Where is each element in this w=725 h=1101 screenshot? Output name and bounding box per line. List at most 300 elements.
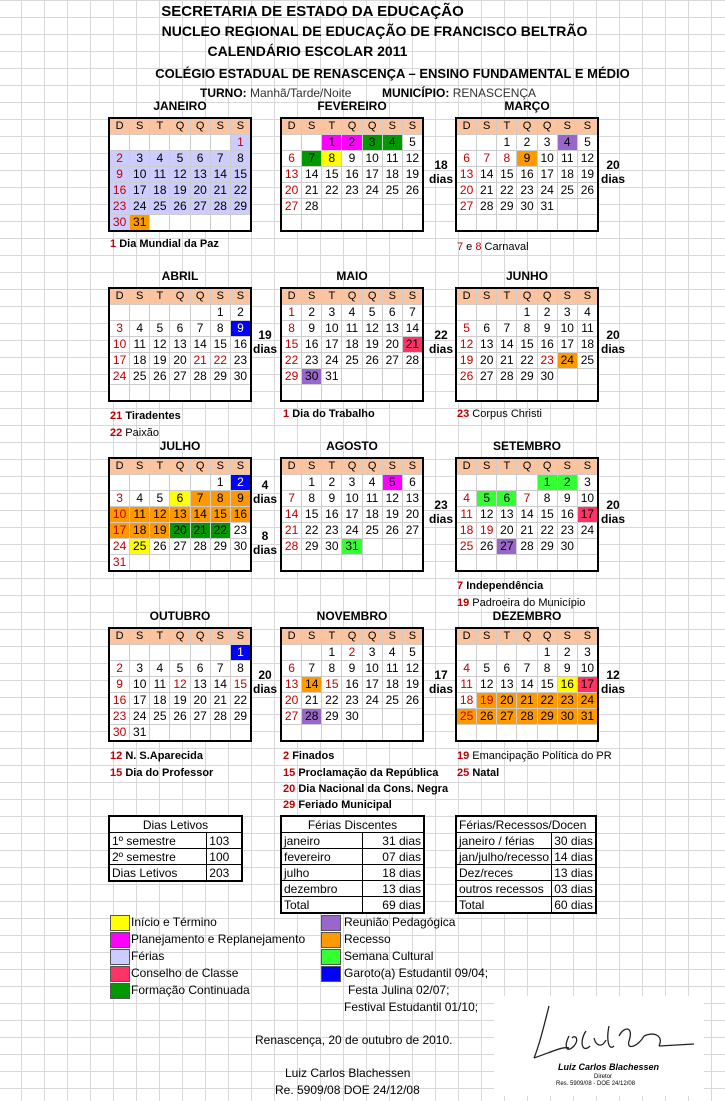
day-cell (322, 725, 342, 742)
day-cell (150, 305, 170, 321)
day-cell: 26 (170, 199, 190, 215)
day-cell (557, 199, 577, 215)
day-cell: 3 (322, 305, 342, 321)
day-cell: 17 (557, 337, 577, 353)
day-cell (130, 645, 150, 661)
day-cell: 29 (322, 709, 342, 725)
day-cell: 17 (362, 677, 382, 693)
day-cell: 19 (170, 693, 190, 709)
weekday-header: Q (537, 288, 557, 305)
day-cell: 3 (130, 151, 150, 167)
weekday-header: T (497, 628, 517, 645)
day-cell: 5 (402, 645, 423, 661)
day-cell: 2 (230, 305, 251, 321)
day-cell (322, 555, 342, 572)
fdoc-label: janeiro / férias (456, 833, 552, 849)
day-cell: 11 (362, 491, 382, 507)
day-cell: 21 (477, 183, 497, 199)
weekday-header: D (281, 288, 302, 305)
day-cell (230, 725, 251, 742)
day-cell: 25 (382, 693, 402, 709)
day-cell: 3 (130, 661, 150, 677)
day-cell: 25 (456, 539, 477, 555)
month-2 (280, 99, 424, 232)
day-cell: 8 (322, 151, 342, 167)
place-date: Renascença, 20 de outubro de 2010. (255, 1033, 453, 1047)
day-cell: 26 (577, 183, 598, 199)
day-cell: 19 (402, 677, 423, 693)
day-cell: 25 (557, 183, 577, 199)
day-cell (302, 135, 322, 151)
day-cell (537, 555, 557, 572)
day-cell: 15 (322, 167, 342, 183)
day-cell: 21 (210, 183, 230, 199)
day-cell: 11 (456, 677, 477, 693)
day-cell: 16 (557, 677, 577, 693)
day-cell: 13 (402, 491, 423, 507)
note-set: 7 Independência (457, 580, 544, 592)
day-cell: 5 (402, 135, 423, 151)
weekday-header: S (382, 458, 402, 475)
day-cell: 2 (302, 305, 322, 321)
day-cell: 3 (342, 475, 362, 491)
day-cell: 4 (130, 321, 150, 337)
legend-swatch (110, 983, 130, 999)
day-cell: 22 (537, 693, 557, 709)
day-cell (109, 645, 130, 661)
day-cell (537, 215, 557, 232)
day-cell: 29 (230, 709, 251, 725)
day-cell: 7 (302, 661, 322, 677)
note-jan: 1 Dia Mundial da Paz (110, 238, 219, 250)
day-cell: 1 (230, 135, 251, 151)
day-cell: 17 (362, 167, 382, 183)
day-cell: 30 (537, 369, 557, 385)
day-cell: 30 (322, 539, 342, 555)
day-cell: 6 (382, 305, 402, 321)
day-cell: 15 (302, 507, 322, 523)
day-cell: 27 (281, 709, 302, 725)
day-cell (281, 135, 302, 151)
day-cell (322, 199, 342, 215)
day-cell (362, 725, 382, 742)
day-cell: 16 (230, 337, 251, 353)
day-cell: 23 (109, 199, 130, 215)
day-cell: 22 (230, 183, 251, 199)
weekday-header: Q (190, 458, 210, 475)
day-cell: 11 (342, 321, 362, 337)
day-cell: 24 (130, 709, 150, 725)
weekday-header: T (322, 288, 342, 305)
day-cell: 16 (302, 337, 322, 353)
day-cell (402, 709, 423, 725)
day-cell (230, 555, 251, 572)
weekday-header: S (130, 288, 150, 305)
day-cell: 10 (537, 151, 557, 167)
day-cell: 2 (557, 645, 577, 661)
day-cell (170, 555, 190, 572)
day-cell: 29 (230, 199, 251, 215)
note-set: 19 Padroeira do Município (457, 597, 586, 609)
day-cell: 18 (456, 523, 477, 539)
day-cell: 23 (230, 353, 251, 369)
school-days-count: 20 dias (600, 158, 625, 186)
day-cell (170, 135, 190, 151)
day-cell: 25 (456, 709, 477, 725)
day-cell (210, 555, 230, 572)
weekday-header: Q (362, 458, 382, 475)
day-cell: 29 (281, 369, 302, 385)
day-cell: 9 (537, 321, 557, 337)
ferias-discentes-title: Férias Discentes (281, 816, 424, 833)
day-cell: 17 (342, 507, 362, 523)
note-carnaval: 7 e 8 Carnaval (457, 241, 529, 253)
dl-label: 2º semestre (109, 849, 207, 865)
day-cell: 5 (362, 305, 382, 321)
day-cell (130, 305, 150, 321)
day-cell (497, 555, 517, 572)
fd-label: Total (281, 897, 363, 914)
day-cell: 14 (497, 337, 517, 353)
weekday-header: S (382, 288, 402, 305)
day-cell: 12 (362, 321, 382, 337)
day-cell (456, 305, 477, 321)
note-out: 15 Dia do Professor (110, 767, 214, 779)
day-cell: 4 (150, 661, 170, 677)
day-cell: 28 (281, 539, 302, 555)
day-cell (170, 215, 190, 232)
day-cell: 10 (362, 151, 382, 167)
day-cell (342, 369, 362, 385)
day-cell: 23 (557, 693, 577, 709)
weekday-header: S (382, 118, 402, 135)
note-jun: 23 Corpus Christi (457, 408, 542, 420)
day-cell: 30 (109, 215, 130, 232)
day-cell: 21 (402, 337, 423, 353)
day-cell (577, 385, 598, 402)
day-cell (497, 215, 517, 232)
day-cell: 1 (210, 475, 230, 491)
day-cell (130, 475, 150, 491)
stamp-resolution: Res. 5909/08 - DOE 24/12/08 (556, 1081, 636, 1087)
day-cell (150, 135, 170, 151)
day-cell (302, 645, 322, 661)
day-cell: 20 (382, 337, 402, 353)
day-cell (477, 215, 497, 232)
month-table (280, 627, 424, 742)
day-cell: 27 (382, 353, 402, 369)
legend-label: Garoto(a) Estudantil 09/04; (344, 966, 489, 980)
weekday-header: S (302, 628, 322, 645)
fd-value: 07 dias (363, 849, 424, 865)
day-cell: 15 (210, 507, 230, 523)
day-cell: 8 (517, 321, 537, 337)
day-cell: 30 (230, 539, 251, 555)
day-cell: 13 (382, 321, 402, 337)
day-cell (456, 135, 477, 151)
day-cell: 20 (456, 183, 477, 199)
day-cell: 23 (230, 523, 251, 539)
weekday-header: S (210, 288, 230, 305)
school-days-count: 12 dias (600, 668, 625, 696)
note-dez: 19 Emancipação Política do PR (457, 750, 612, 762)
day-cell (577, 199, 598, 215)
day-cell: 31 (130, 725, 150, 742)
ferias-docentes-table (455, 815, 597, 914)
day-cell: 5 (150, 491, 170, 507)
day-cell: 11 (130, 337, 150, 353)
day-cell (402, 385, 423, 402)
day-cell: 6 (281, 661, 302, 677)
month-table (455, 627, 599, 742)
day-cell: 9 (342, 661, 362, 677)
day-cell: 16 (557, 507, 577, 523)
day-cell: 27 (190, 199, 210, 215)
day-cell (362, 199, 382, 215)
weekday-header: Q (170, 118, 190, 135)
day-cell: 8 (210, 321, 230, 337)
weekday-header: S (402, 628, 423, 645)
day-cell: 15 (517, 337, 537, 353)
legend-label: Reunião Pedagógica (344, 915, 456, 929)
day-cell (322, 385, 342, 402)
weekday-header: D (456, 458, 477, 475)
day-cell (477, 725, 497, 742)
day-cell: 21 (190, 523, 210, 539)
weekday-header: Q (517, 458, 537, 475)
day-cell (402, 725, 423, 742)
school-days-count: 17 dias (428, 668, 453, 696)
day-cell (302, 725, 322, 742)
month-5 (280, 269, 424, 402)
day-cell (557, 385, 577, 402)
day-cell: 4 (456, 661, 477, 677)
month-name: JUNHO (505, 269, 548, 283)
day-cell: 16 (537, 337, 557, 353)
day-cell: 7 (190, 491, 210, 507)
stamp-name: Luiz Carlos Blachessen (558, 1062, 660, 1072)
day-cell: 24 (109, 539, 130, 555)
day-cell: 19 (477, 693, 497, 709)
day-cell (342, 725, 362, 742)
weekday-header: S (230, 288, 251, 305)
legend-label: Recesso (344, 932, 391, 946)
day-cell: 16 (322, 507, 342, 523)
day-cell: 19 (170, 183, 190, 199)
day-cell: 21 (281, 523, 302, 539)
weekday-header: Q (537, 118, 557, 135)
day-cell (456, 215, 477, 232)
day-cell (190, 645, 210, 661)
note-nov: 2 Finados (283, 750, 335, 762)
day-cell (130, 555, 150, 572)
day-cell: 19 (362, 337, 382, 353)
day-cell (517, 725, 537, 742)
day-cell: 9 (109, 677, 130, 693)
day-cell: 4 (342, 305, 362, 321)
weekday-header: Q (342, 458, 362, 475)
day-cell: 14 (517, 677, 537, 693)
day-cell: 21 (517, 523, 537, 539)
day-cell: 3 (577, 645, 598, 661)
day-cell: 25 (130, 539, 150, 555)
day-cell: 31 (322, 369, 342, 385)
day-cell (477, 645, 497, 661)
day-cell: 18 (130, 353, 150, 369)
day-cell: 22 (302, 523, 322, 539)
day-cell: 26 (456, 369, 477, 385)
day-cell: 28 (497, 369, 517, 385)
day-cell: 16 (230, 507, 251, 523)
weekday-header: Q (342, 628, 362, 645)
day-cell (402, 539, 423, 555)
day-cell: 16 (109, 183, 130, 199)
day-cell: 12 (402, 151, 423, 167)
weekday-header: D (456, 628, 477, 645)
month-table (455, 457, 599, 572)
day-cell: 4 (382, 135, 402, 151)
day-cell: 12 (170, 167, 190, 183)
day-cell: 1 (537, 645, 557, 661)
day-cell: 12 (456, 337, 477, 353)
day-cell: 9 (302, 321, 322, 337)
day-cell: 11 (382, 151, 402, 167)
day-cell: 13 (281, 167, 302, 183)
legend-label: Início e Término (131, 915, 217, 929)
day-cell (150, 475, 170, 491)
day-cell: 10 (130, 677, 150, 693)
fdoc-label: outros recessos (456, 881, 552, 897)
day-cell: 22 (322, 693, 342, 709)
day-cell: 15 (210, 337, 230, 353)
day-cell: 22 (210, 353, 230, 369)
day-cell: 7 (190, 321, 210, 337)
day-cell: 18 (382, 677, 402, 693)
title-calendario: CALENDÁRIO ESCOLAR 2011 (207, 43, 408, 59)
day-cell (497, 725, 517, 742)
month-name: NOVEMBRO (316, 609, 388, 623)
month-name: ABRIL (161, 269, 199, 283)
weekday-header: T (497, 288, 517, 305)
day-cell: 11 (150, 167, 170, 183)
weekday-header: S (302, 458, 322, 475)
day-cell: 6 (281, 151, 302, 167)
day-cell: 15 (230, 167, 251, 183)
weekday-header: S (210, 628, 230, 645)
day-cell (150, 645, 170, 661)
day-cell (342, 385, 362, 402)
day-cell: 10 (557, 321, 577, 337)
day-cell: 18 (557, 167, 577, 183)
day-cell: 29 (537, 709, 557, 725)
day-cell: 23 (322, 523, 342, 539)
day-cell: 8 (537, 491, 557, 507)
day-cell: 13 (497, 507, 517, 523)
weekday-header: Q (342, 118, 362, 135)
note-dez: 25 Natal (457, 767, 500, 779)
weekday-header: S (577, 458, 598, 475)
day-cell: 4 (456, 491, 477, 507)
day-cell (281, 385, 302, 402)
day-cell (190, 305, 210, 321)
weekday-header: S (130, 628, 150, 645)
weekday-header: Q (362, 118, 382, 135)
weekday-header: S (402, 288, 423, 305)
legend-swatch (110, 949, 130, 965)
day-cell (402, 369, 423, 385)
day-cell: 17 (537, 167, 557, 183)
day-cell: 11 (382, 661, 402, 677)
day-cell: 9 (230, 321, 251, 337)
day-cell: 29 (210, 539, 230, 555)
day-cell: 18 (342, 337, 362, 353)
day-cell (302, 555, 322, 572)
note-nov: 29 Feriado Municipal (283, 799, 392, 811)
day-cell: 8 (230, 661, 251, 677)
day-cell (210, 385, 230, 402)
day-cell: 31 (342, 539, 362, 555)
day-cell: 28 (517, 539, 537, 555)
day-cell: 16 (109, 693, 130, 709)
day-cell: 18 (456, 693, 477, 709)
weekday-header: S (557, 458, 577, 475)
weekday-header: Q (170, 458, 190, 475)
month-table (455, 117, 599, 232)
day-cell: 14 (281, 507, 302, 523)
legend-swatch (110, 966, 130, 982)
day-cell: 24 (577, 693, 598, 709)
day-cell: 8 (281, 321, 302, 337)
day-cell: 12 (150, 337, 170, 353)
weekday-header: D (281, 628, 302, 645)
weekday-header: D (109, 458, 130, 475)
day-cell: 13 (170, 507, 190, 523)
fd-label: janeiro (281, 833, 363, 849)
day-cell: 15 (230, 677, 251, 693)
school-days-count: 20 dias (600, 328, 625, 356)
day-cell: 12 (150, 507, 170, 523)
month-table (280, 457, 424, 572)
day-cell (477, 305, 497, 321)
month-table (280, 287, 424, 402)
fdoc-label: Total (456, 897, 552, 914)
day-cell: 27 (281, 199, 302, 215)
day-cell (456, 555, 477, 572)
month-name: MAIO (336, 269, 368, 283)
day-cell: 28 (517, 709, 537, 725)
day-cell: 18 (577, 337, 598, 353)
day-cell: 13 (170, 337, 190, 353)
day-cell (150, 215, 170, 232)
month-table (108, 627, 252, 742)
day-cell: 9 (557, 661, 577, 677)
day-cell (517, 645, 537, 661)
legend-label: Semana Cultural (344, 949, 434, 963)
day-cell: 17 (322, 337, 342, 353)
day-cell: 19 (402, 167, 423, 183)
month-name: FEVEREIRO (317, 99, 387, 113)
day-cell (517, 215, 537, 232)
day-cell (170, 725, 190, 742)
day-cell: 30 (342, 709, 362, 725)
day-cell: 1 (210, 305, 230, 321)
school-days-count: 20 dias (600, 498, 625, 526)
note-abr: 22 Paixão (110, 427, 159, 439)
day-cell (210, 215, 230, 232)
day-cell (109, 475, 130, 491)
day-cell: 20 (170, 353, 190, 369)
weekday-header: D (281, 118, 302, 135)
